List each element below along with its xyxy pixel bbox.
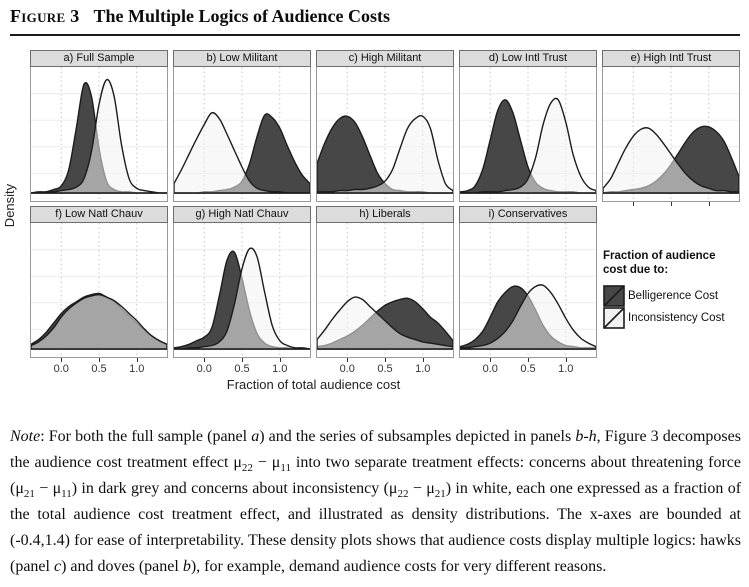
x-tick-label: 1.0	[129, 363, 145, 375]
density-panel-e	[602, 50, 740, 202]
x-tick-label: 1.0	[558, 363, 574, 375]
x-tick-mark	[385, 358, 386, 362]
x-tick-label: 0.5	[91, 363, 107, 375]
panel-strip-label-f: f) Low Natl Chauv	[30, 206, 168, 223]
panel-strip-label-d: d) Low Intl Trust	[459, 50, 597, 67]
panel-strip-label-b: b) Low Militant	[173, 50, 311, 67]
figure-note: Note: For both the full sample (panel a) and the series of subsamples depicted in panels b-h, Figure 3 decomposes the audience cost treatment effect $\mu_{22} - \mu_{11}$ into two separate treatment effects: concerns about threatening force $(\mu_{21} - \mu_{11})$ in dark grey and concerns about inconsistency $(\mu_{22} - \mu_{21})$ in white, each one expressed as a fraction of the total audience cost treatment effect, and illustrated as density distributions. The x-axes are bounded at (-0.4,1.4) for ease of interpretability. These density plots shows that audience costs display multiple logics: hawks (panel c) and doves (panel b), for example, demand audience costs for very different reasons.	[10, 428, 742, 575]
legend-items	[603, 285, 725, 329]
legend-item-inconsistency	[603, 307, 725, 329]
figure-title	[10, 6, 740, 36]
density-panel-h	[316, 206, 454, 358]
x-tick-mark	[242, 358, 243, 362]
panel-plot-area-d	[459, 67, 597, 202]
figure-number-label: Figure 3	[10, 6, 80, 26]
panel-plot-area-f	[30, 223, 168, 358]
x-tick-mark	[204, 358, 205, 362]
density-svg-h	[317, 223, 453, 356]
x-tick-mark	[671, 202, 672, 206]
x-tick-mark	[490, 358, 491, 362]
x-tick-label: 0.0	[53, 363, 69, 375]
panel-plot-area-e	[602, 67, 740, 202]
x-tick-label: 0.5	[377, 363, 393, 375]
legend-swatch-icon	[603, 307, 625, 329]
panel-plot-area-i	[459, 223, 597, 358]
panel-strip-label-i: i) Conservatives	[459, 206, 597, 223]
legend-item-label: Belligerence Cost	[628, 290, 719, 302]
density-panel-c	[316, 50, 454, 202]
panel-plot-area-b	[173, 67, 311, 202]
density-svg-i	[460, 223, 596, 356]
x-tick-label: 0.0	[482, 363, 498, 375]
density-panel-b	[173, 50, 311, 202]
density-panel-a	[30, 50, 168, 202]
panel-plot-area-a	[30, 67, 168, 202]
x-tick-label: 0.5	[520, 363, 536, 375]
density-panel-d	[459, 50, 597, 202]
x-tick-mark	[709, 202, 710, 206]
x-tick-mark	[423, 358, 424, 362]
density-plot-grid	[0, 45, 749, 400]
legend-item-belligerence	[603, 285, 725, 307]
x-tick-mark	[566, 358, 567, 362]
panel-plot-area-h	[316, 223, 454, 358]
legend-item-label: Inconsistency Cost	[628, 312, 725, 324]
inconsistency-density-g	[174, 248, 310, 349]
density-svg-e	[603, 67, 739, 200]
density-svg-b	[174, 67, 310, 200]
figure-name: The Multiple Logics of Audience Costs	[93, 6, 391, 26]
x-axis-label: Fraction of total audience cost	[226, 377, 401, 392]
panel-strip-label-e: e) High Intl Trust	[602, 50, 740, 67]
x-axis-ticks-h	[316, 358, 454, 378]
x-tick-label: 1.0	[272, 363, 288, 375]
x-tick-label: 0.0	[196, 363, 212, 375]
x-tick-mark	[280, 358, 281, 362]
density-svg-f	[31, 223, 167, 356]
x-axis-ticks-e	[602, 202, 740, 222]
x-tick-mark	[347, 358, 348, 362]
panel-strip-label-a: a) Full Sample	[30, 50, 168, 67]
legend-title: Fraction of audience cost due to:	[603, 250, 716, 276]
panel-plot-area-c	[316, 67, 454, 202]
x-tick-mark	[528, 358, 529, 362]
x-tick-mark	[137, 358, 138, 362]
density-svg-g	[174, 223, 310, 356]
legend-swatch-icon	[603, 285, 625, 307]
panel-strip-label-h: h) Liberals	[316, 206, 454, 223]
x-axis-ticks-g	[173, 358, 311, 378]
density-panel-i	[459, 206, 597, 358]
density-svg-a	[31, 67, 167, 200]
x-tick-mark	[99, 358, 100, 362]
density-panel-f	[30, 206, 168, 358]
density-svg-d	[460, 67, 596, 200]
x-axis-ticks-f	[30, 358, 168, 378]
density-svg-c	[317, 67, 453, 200]
x-axis-ticks-i	[459, 358, 597, 378]
x-tick-label: 0.5	[234, 363, 250, 375]
panel-plot-area-g	[173, 223, 311, 358]
density-panel-g	[173, 206, 311, 358]
panel-strip-label-c: c) High Militant	[316, 50, 454, 67]
inconsistency-density-a	[31, 80, 167, 193]
x-tick-mark	[61, 358, 62, 362]
x-tick-label: 0.0	[339, 363, 355, 375]
y-axis-label: Density	[2, 183, 17, 228]
x-tick-label: 1.0	[415, 363, 431, 375]
x-tick-mark	[633, 202, 634, 206]
legend	[603, 250, 725, 329]
panel-strip-label-g: g) High Natl Chauv	[173, 206, 311, 223]
